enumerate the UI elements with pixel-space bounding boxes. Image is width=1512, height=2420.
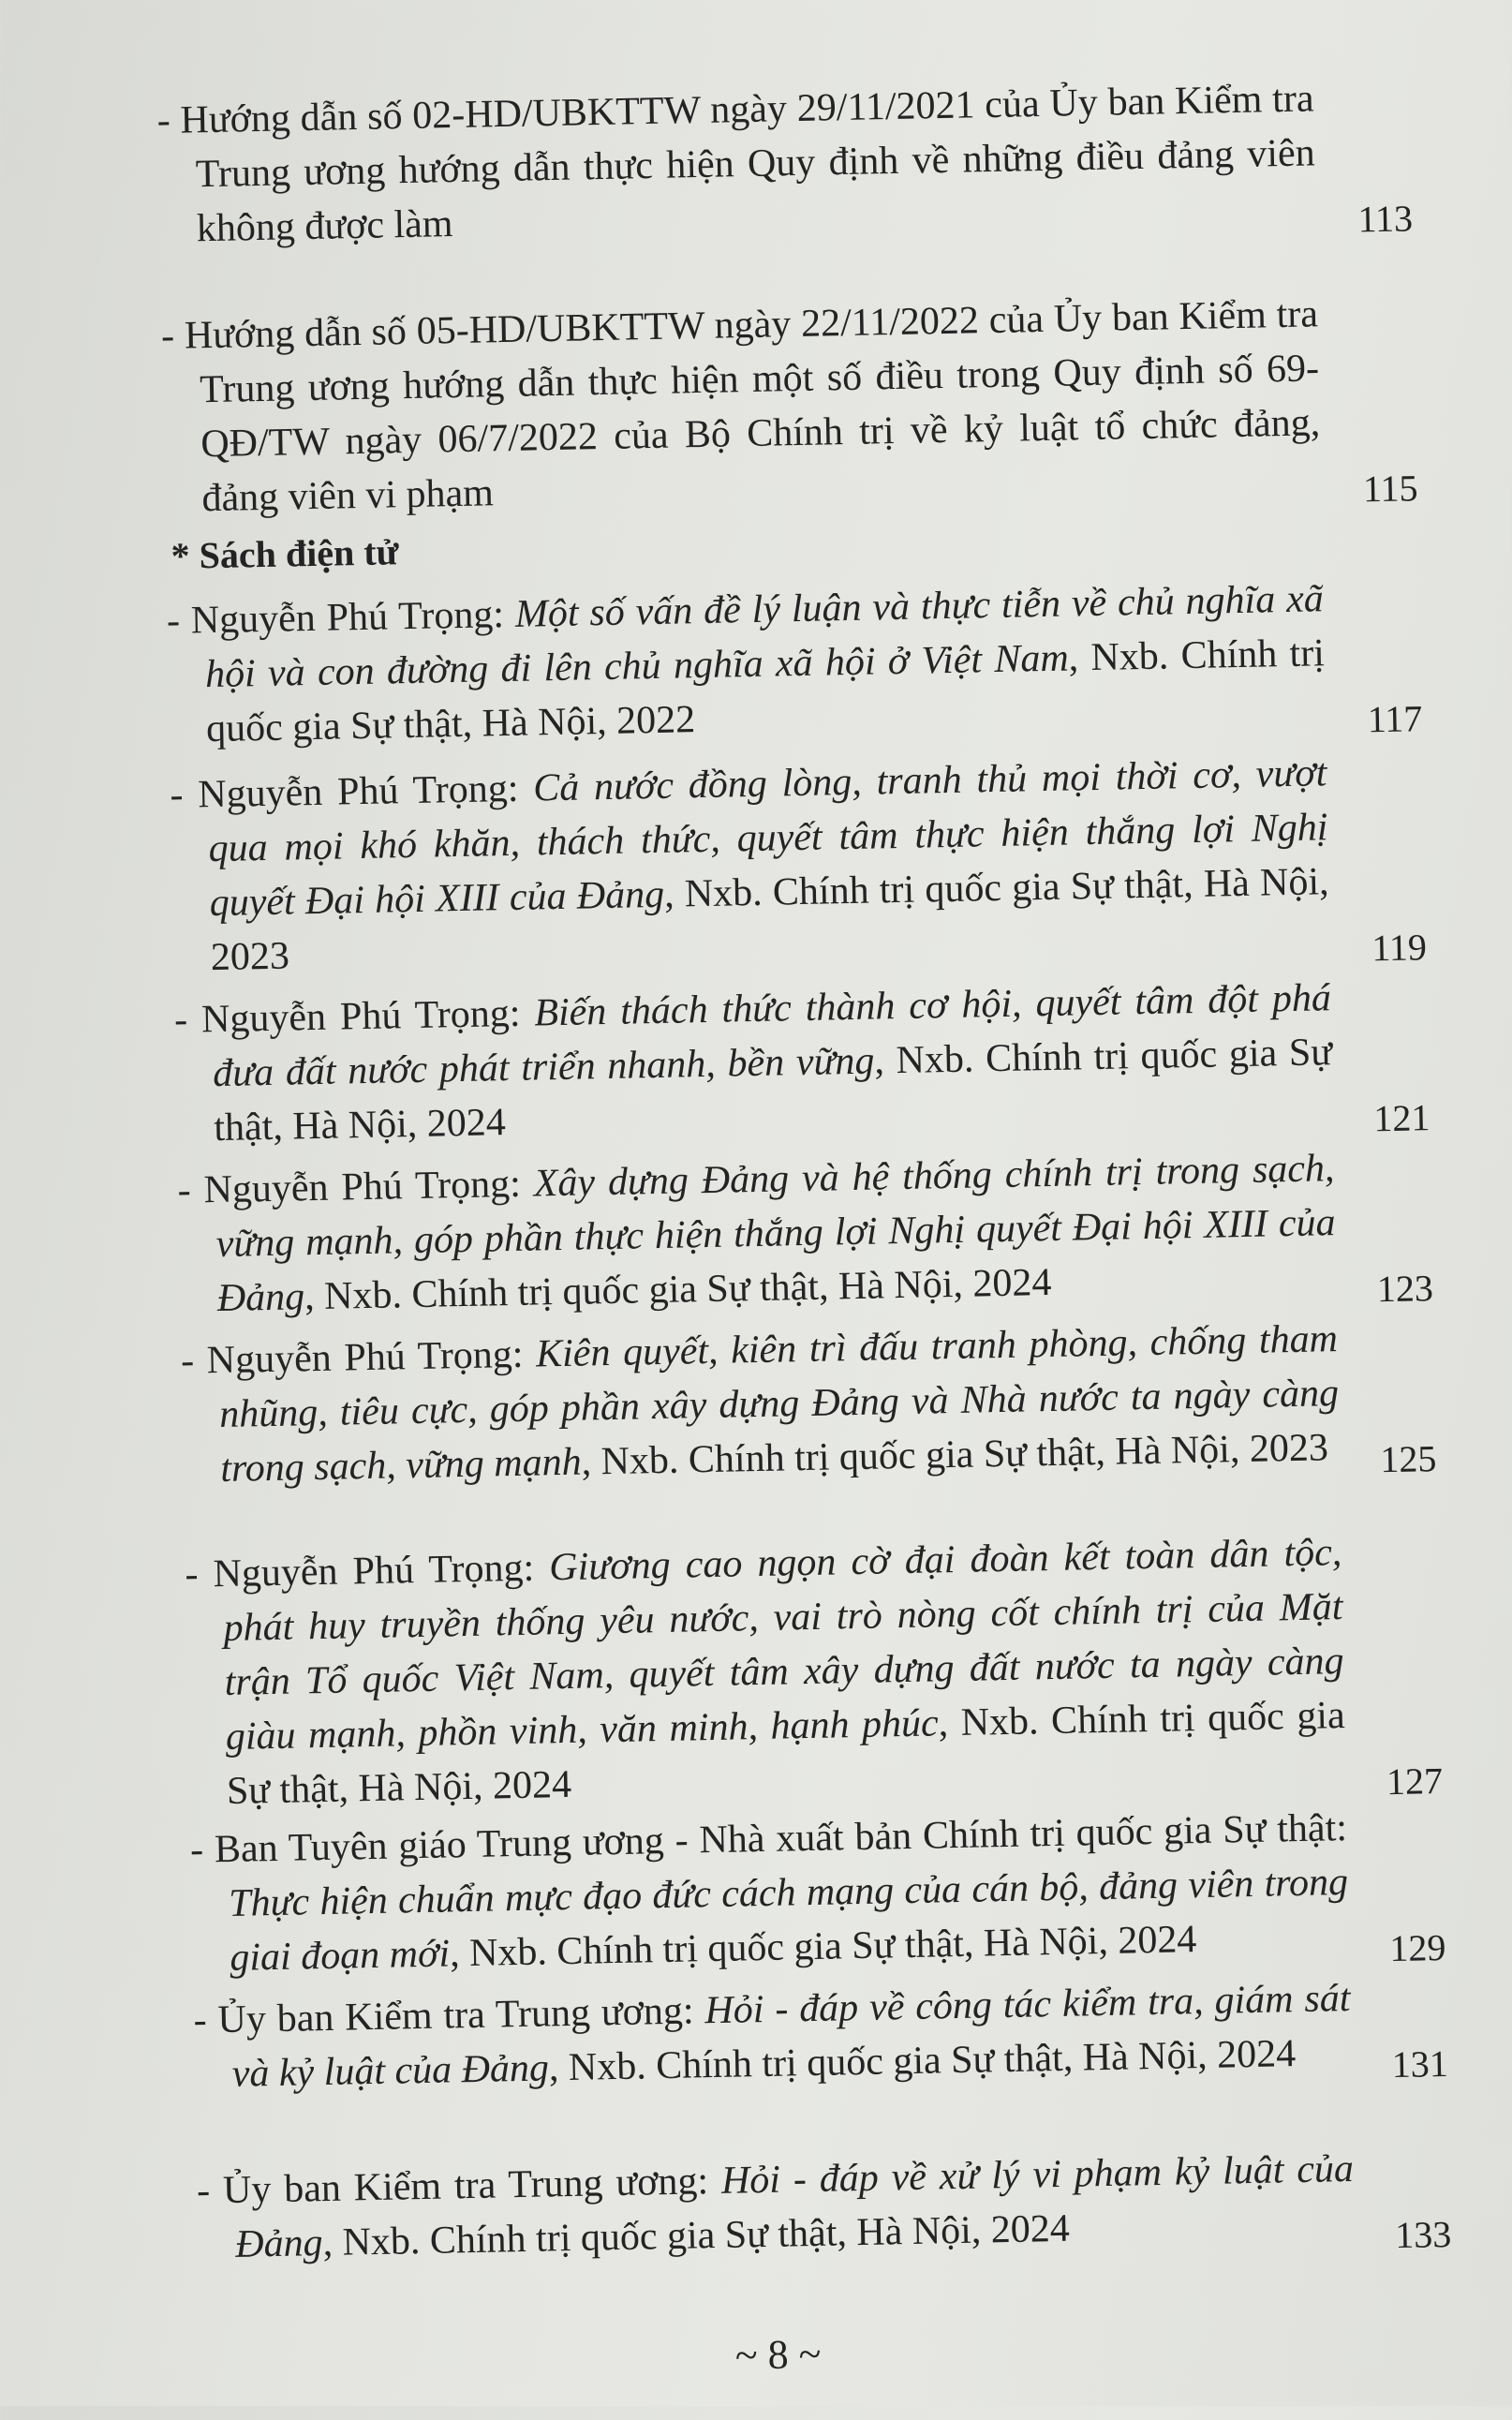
entry-author: Nguyễn Phú Trọng: [200,991,535,1042]
toc-entry [173,1526,1444,1819]
entry-page-number: 123 [1376,1267,1434,1311]
entry-title: Xây dựng Đảng và hệ thống chính trị trong sạch, vững mạnh, góp phần thực hiện thắng lợi Nghị quyết Đại hội XIII của Đảng [215,1147,1336,1321]
toc-entry [158,747,1428,986]
toc-entry [163,972,1430,1156]
entry-bullet: - [193,1998,218,2042]
entry-text: Hướng dẫn số 05-HD/UBKTTW ngày 22/11/2022 của Ủy ban Kiểm tra Trung ương hướng dẫn thực hiện một số điều trong Quy định số 69-QĐ/TW ngày 06/7/2022 của Bộ Chính trị về kỷ luật tổ chức đảng, đảng viên vi phạm [184,292,1321,521]
entry-bullet: - [156,98,181,143]
entry-page-number: 133 [1394,2212,1452,2257]
entry-title: Một số vấn đề lý luận và thực tiễn về chủ nghĩa xã hội và con đường đi lên chủ nghĩa xã hội ở Việt Nam [204,577,1325,697]
toc-entry [155,572,1423,757]
entry-bullet: - [196,2169,224,2213]
entry-bullet: - [189,1828,215,1872]
toc-entry [182,1972,1449,2102]
entry-author: Ban Tuyên giáo Trung ương - Nhà xuất bản Chính trị quốc gia Sự thật: [214,1806,1348,1872]
entry-text: , Nxb. Chính trị quốc gia Sự thật, Hà Nội, 2023 [210,860,1329,980]
entry-author: Nguyễn Phú Trọng: [206,1332,537,1383]
entry-text: , Nxb. Chính trị quốc gia Sự thật, Hà Nội, 2023 [581,1426,1329,1484]
entry-author: Ủy ban Kiểm tra Trung ương: [217,1989,705,2042]
entry-text: , Nxb. Chính trị quốc gia Sự thật, Hà Nội, 2024 [304,1260,1052,1319]
entry-page-number: 117 [1367,697,1423,741]
entry-page-number: 115 [1362,467,1418,511]
entry-author: Nguyễn Phú Trọng: [213,1546,550,1596]
entry-bullet: - [160,314,185,359]
entry-page-number: 119 [1371,926,1428,970]
entry-text: , Nxb. Chính trị quốc gia Sự thật, Hà Nội, 2022 [205,631,1326,751]
toc-entry [170,1313,1437,1497]
toc-entry [145,72,1414,257]
entry-page-number: 127 [1386,1759,1444,1804]
toc-entry [150,288,1418,527]
entry-text: , Nxb. Chính trị quốc gia Sự thật, Hà Nội, 2024 [213,1031,1333,1151]
entry-author: Ủy ban Kiểm tra Trung ương: [222,2159,722,2213]
entry-title: Hỏi - đáp về xử lý vi phạm kỷ luật của Đảng [234,2146,1355,2266]
entry-title: Biến thách thức thành cơ hội, quyết tâm đột phá đưa đất nước phát triển nhanh, bền vững [212,976,1332,1096]
entry-title: Giương cao ngọn cờ đại đoàn kết toàn dân tộc, phát huy truyền thống yêu nước, vai trò nòng cốt chính trị của Mặt trận Tổ quốc Việt Nam, quyết tâm xây dựng đất nước ta ngày càng giàu mạnh, phồn vinh, văn minh, hạnh phúc [223,1531,1344,1759]
entry-page-number: 129 [1388,1926,1446,1970]
toc-entry [166,1142,1434,1327]
entry-title: Thực hiện chuẩn mực đạo đức cách mạng của cán bộ, đảng viên trong giai đoạn mới [228,1861,1349,1980]
entry-page-number: 113 [1357,197,1414,241]
entry-text: Hướng dẫn số 02-HD/UBKTTW ngày 29/11/2021 của Ủy ban Kiểm tra Trung ương hướng dẫn thực hiện Quy định về những điều đảng viên không được làm [180,77,1316,251]
entry-bullet: - [170,773,199,817]
entry-page-number: 121 [1372,1096,1430,1140]
entry-title: Cả nước đồng lòng, tranh thủ mọi thời cơ, vượt qua mọi khó khăn, thách thức, quyết tâm thực hiện thắng lợi Nghị quyết Đại hội XIII của Đảng [208,751,1328,926]
page-footer-number: ~ 8 ~ [734,2330,822,2379]
entry-title: Hỏi - đáp về công tác kiểm tra, giám sát và kỷ luật của Đảng [231,1976,1351,2096]
entry-author: Nguyễn Phú Trọng: [203,1162,535,1212]
entry-bullet: - [180,1339,208,1383]
toc-entry [185,2143,1452,2273]
entry-text: , Nxb. Chính trị quốc gia Sự thật, Hà Nội, 2024 [322,2206,1071,2265]
toc-entry [179,1802,1446,1986]
entry-author: Nguyễn Phú Trọng: [190,592,516,643]
entry-bullet: - [177,1168,205,1212]
entry-bullet: - [173,998,202,1042]
entry-bullet: - [185,1552,215,1596]
entry-title: Kiên quyết, kiên trì đấu tranh phòng, chống tham nhũng, tiêu cực, góp phần xây dựng Đảng và Nhà nước ta ngày càng trong sạch, vững mạnh [218,1317,1340,1492]
entry-page-number: 131 [1391,2041,1449,2086]
entry-text: , Nxb. Chính trị quốc gia Sự thật, Hà Nội, 2024 [548,2032,1297,2090]
entry-page-number: 125 [1379,1437,1437,1481]
entry-author: Nguyễn Phú Trọng: [197,766,534,817]
section-heading: * Sách điện tử [170,530,399,577]
entry-bullet: - [166,599,192,643]
entry-text: , Nxb. Chính trị quốc gia Sự thật, Hà Nội, 2024 [449,1918,1197,1976]
entry-text: , Nxb. Chính trị quốc gia Sự thật, Hà Nội, 2024 [226,1694,1346,1813]
